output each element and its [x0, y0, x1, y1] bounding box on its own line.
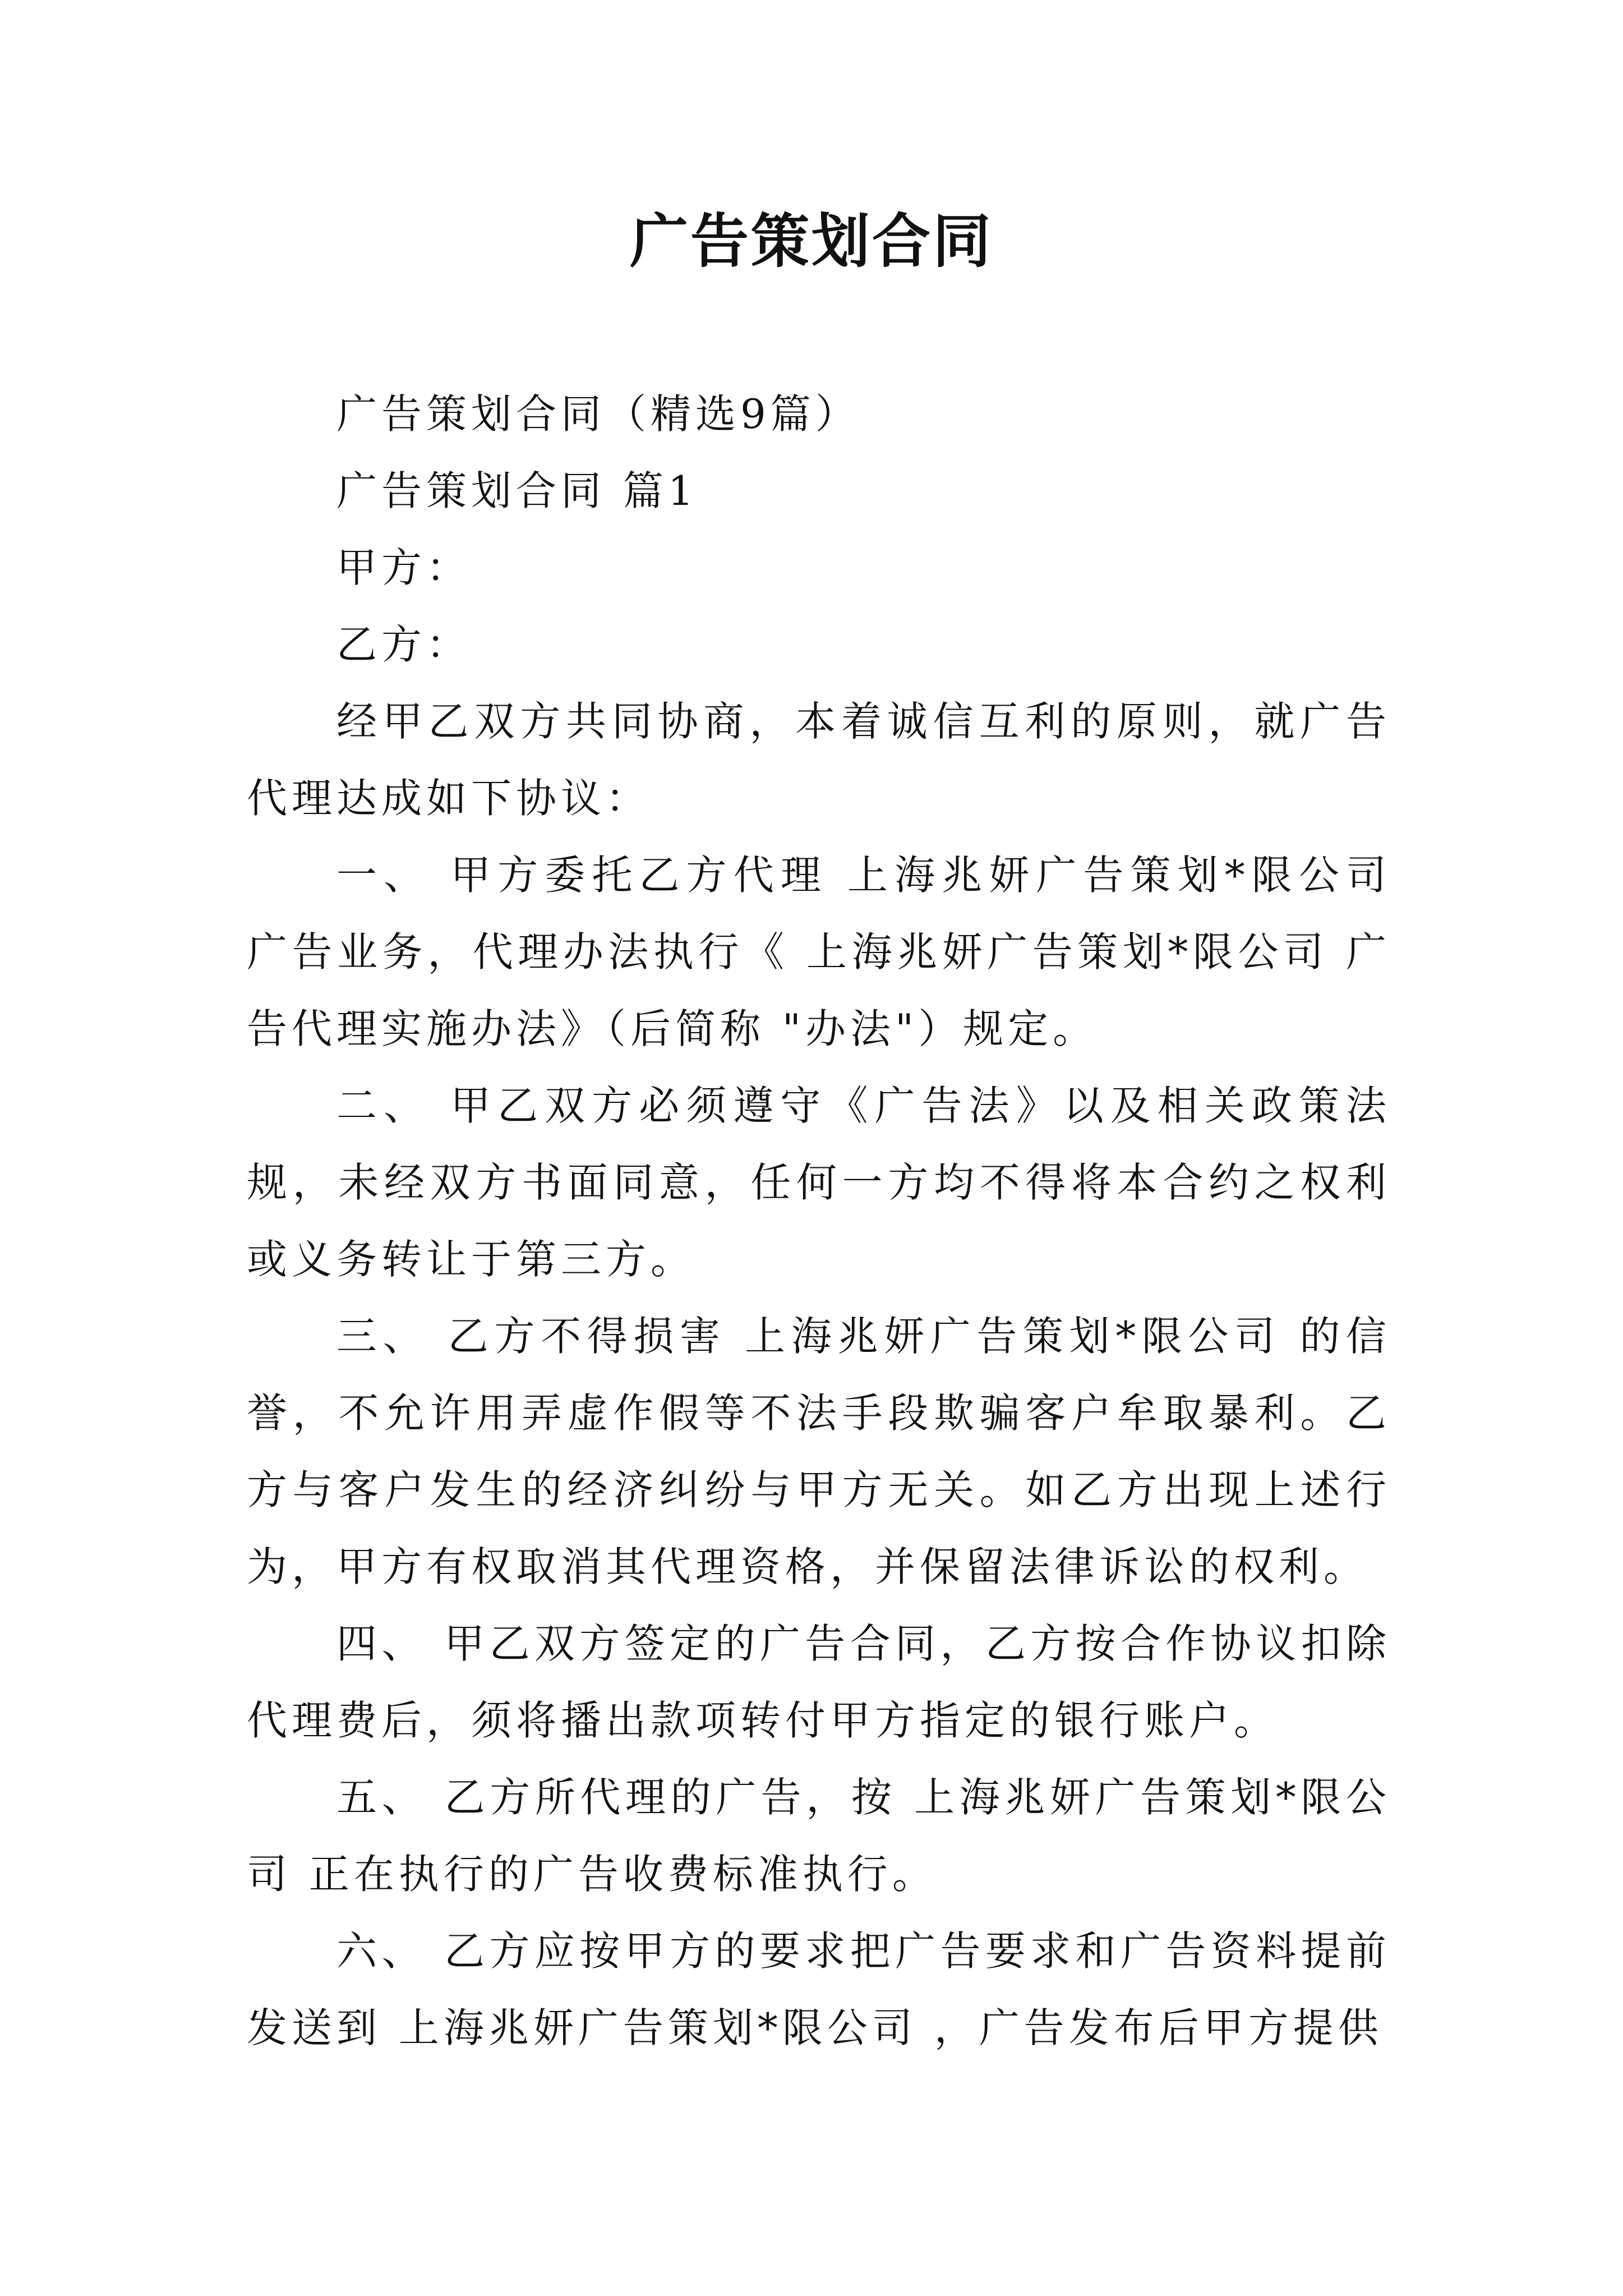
- paragraph: 六、 乙方应按甲方的要求把广告要求和广告资料提前发送到 上海兆妍广告策划*限公司 ，广告发布后甲方提供: [247, 1927, 1391, 2051]
- paragraph: 广告策划合同（精选9篇）: [336, 390, 860, 438]
- paragraph: 经甲乙双方共同协商，本着诚信互利的原则，就广告代理达成如下协议：: [247, 698, 1391, 822]
- paragraph: 四、 甲乙双方签定的广告合同，乙方按合作协议扣除代理费后，须将播出款项转付甲方指定的银行账户。: [247, 1620, 1391, 1744]
- document-title: 广告策划合同: [629, 206, 993, 275]
- paragraph: 三、 乙方不得损害 上海兆妍广告策划*限公司 的信誉，不允许用弄虚作假等不法手段欺骗客户牟取暴利。乙方与客户发生的经济纠纷与甲方无关。如乙方出现上述行为，甲方有权取消其代理资格，并保留法律诉讼的权利。: [247, 1313, 1391, 1590]
- paragraph: 甲方：: [336, 544, 472, 591]
- paragraph: 广告策划合同 篇1: [336, 467, 698, 514]
- paragraph: 一、 甲方委托乙方代理 上海兆妍广告策划*限公司 广告业务，代理办法执行《 上海兆妍广告策划*限公司 广告代理实施办法》（后简称 "办法"）规定。: [247, 852, 1391, 1052]
- document-body: [247, 376, 1391, 2067]
- paragraph: 二、 甲乙双方必须遵守《广告法》以及相关政策法规，未经双方书面同意，任何一方均不得将本合约之权利或义务转让于第三方。: [247, 1082, 1391, 1283]
- paragraph: 五、 乙方所代理的广告，按 上海兆妍广告策划*限公司 正在执行的广告收费标准执行。: [247, 1774, 1391, 1898]
- paragraph: 乙方：: [336, 621, 472, 668]
